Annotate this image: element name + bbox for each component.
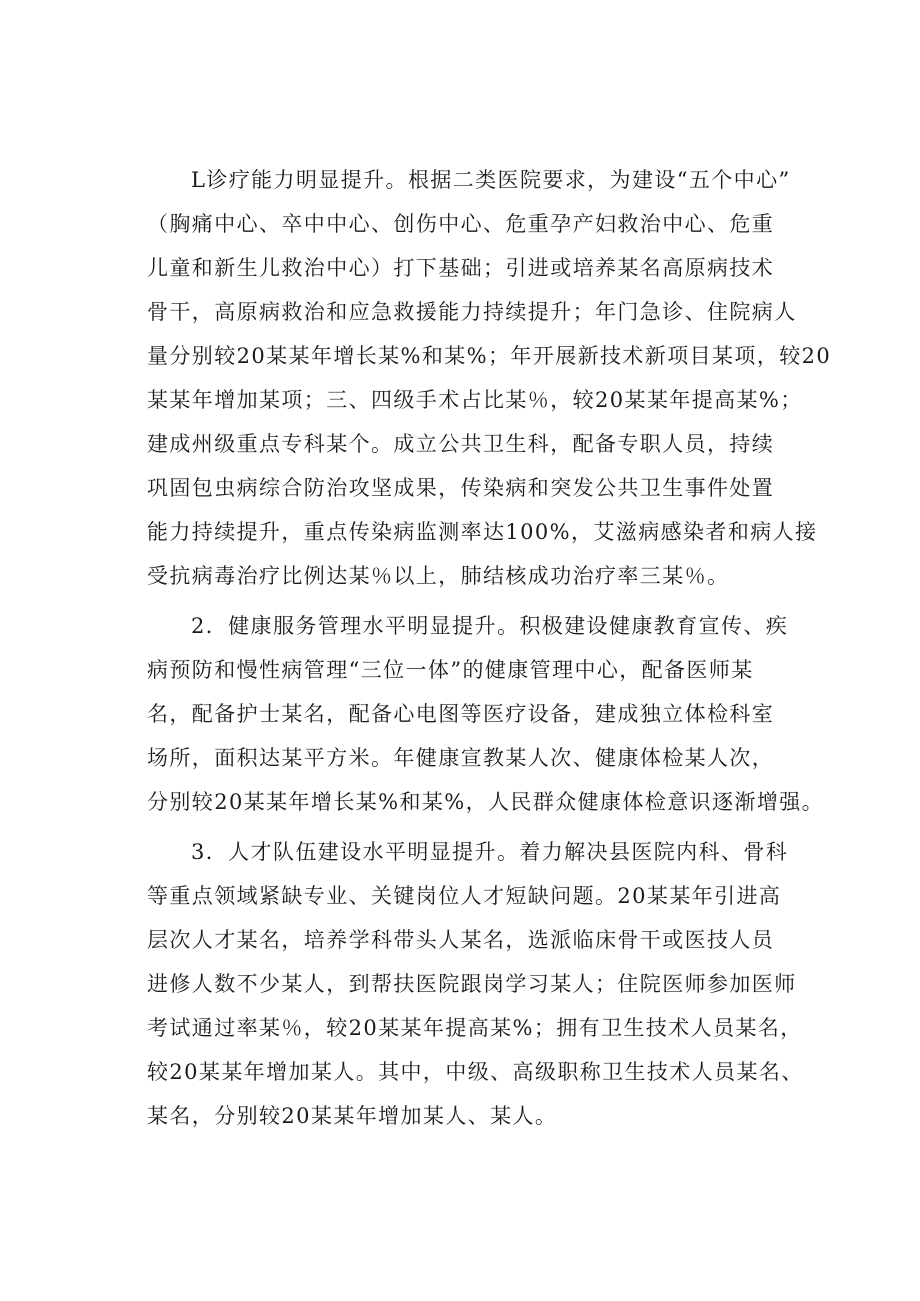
document-body bbox=[147, 158, 832, 1144]
text-line: 2．健康服务管理水平明显提升。积极建设健康教育宣传、疾 bbox=[191, 614, 789, 638]
text-line: 某某年增加某项；三、四级手术占比某％，较20某某年提高某%； bbox=[147, 388, 803, 412]
text-line: 名，配备护士某名，配备心电图等医疗设备，建成独立体检科室 bbox=[147, 702, 775, 726]
text-line: 3．人才队伍建设水平明显提升。着力解决县医院内科、骨科 bbox=[191, 840, 789, 864]
text-line: 儿童和新生儿救治中心）打下基础；引进或培养某名高原病技术 bbox=[147, 256, 775, 280]
text-line: 进修人数不少某人，到帮扶医院跟岗学习某人；住院医师参加医师 bbox=[147, 972, 797, 996]
text-line: 巩固包虫病综合防治攻坚成果，传染病和突发公共卫生事件处置 bbox=[147, 476, 775, 500]
text-line: 较20某某年增加某人。其中，中级、高级职称卫生技术人员某名、 bbox=[147, 1060, 804, 1084]
text-line: 某名，分别较20某某年增加某人、某人。 bbox=[147, 1104, 558, 1128]
text-line: 等重点领域紧缺专业、关键岗位人才短缺问题。20某某年引进高 bbox=[147, 884, 782, 908]
text-line: 分别较20某某年增长某%和某%，人民群众健康体检意识逐渐增强。 bbox=[147, 790, 825, 814]
text-line: 建成州级重点专科某个。成立公共卫生科，配备专职人员，持续 bbox=[147, 432, 775, 456]
paragraph-talent-team bbox=[147, 830, 807, 1138]
text-line: 场所，面积达某平方米。年健康宣教某人次、健康体检某人次， bbox=[147, 746, 775, 770]
text-line: L诊疗能力明显提升。根据二类医院要求，为建设“五个中心” bbox=[191, 168, 791, 192]
text-line: （胸痛中心、卒中中心、创伤中心、危重孕产妇救治中心、危重 bbox=[147, 212, 775, 236]
paragraph-medical-capability bbox=[147, 158, 832, 598]
text-line: 考试通过率某％，较20某某年提高某%；拥有卫生技术人员某名， bbox=[147, 1016, 803, 1040]
text-line: 层次人才某名，培养学科带头人某名，选派临床骨干或医技人员 bbox=[147, 928, 775, 952]
text-line: 能力持续提升，重点传染病监测率达100%，艾滋病感染者和病人接 bbox=[147, 520, 818, 544]
text-line: 骨干，高原病救治和应急救援能力持续提升；年门急诊、住院病人 bbox=[147, 300, 797, 324]
text-line: 量分别较20某某年增长某%和某%；年开展新技术新项目某项，较20 bbox=[147, 344, 832, 368]
paragraph-health-management bbox=[147, 604, 825, 824]
text-line: 病预防和慢性病管理“三位一体”的健康管理中心，配备医师某 bbox=[147, 658, 754, 682]
text-line: 受抗病毒治疗比例达某％以上，肺结核成功治疗率三某％。 bbox=[147, 564, 730, 588]
